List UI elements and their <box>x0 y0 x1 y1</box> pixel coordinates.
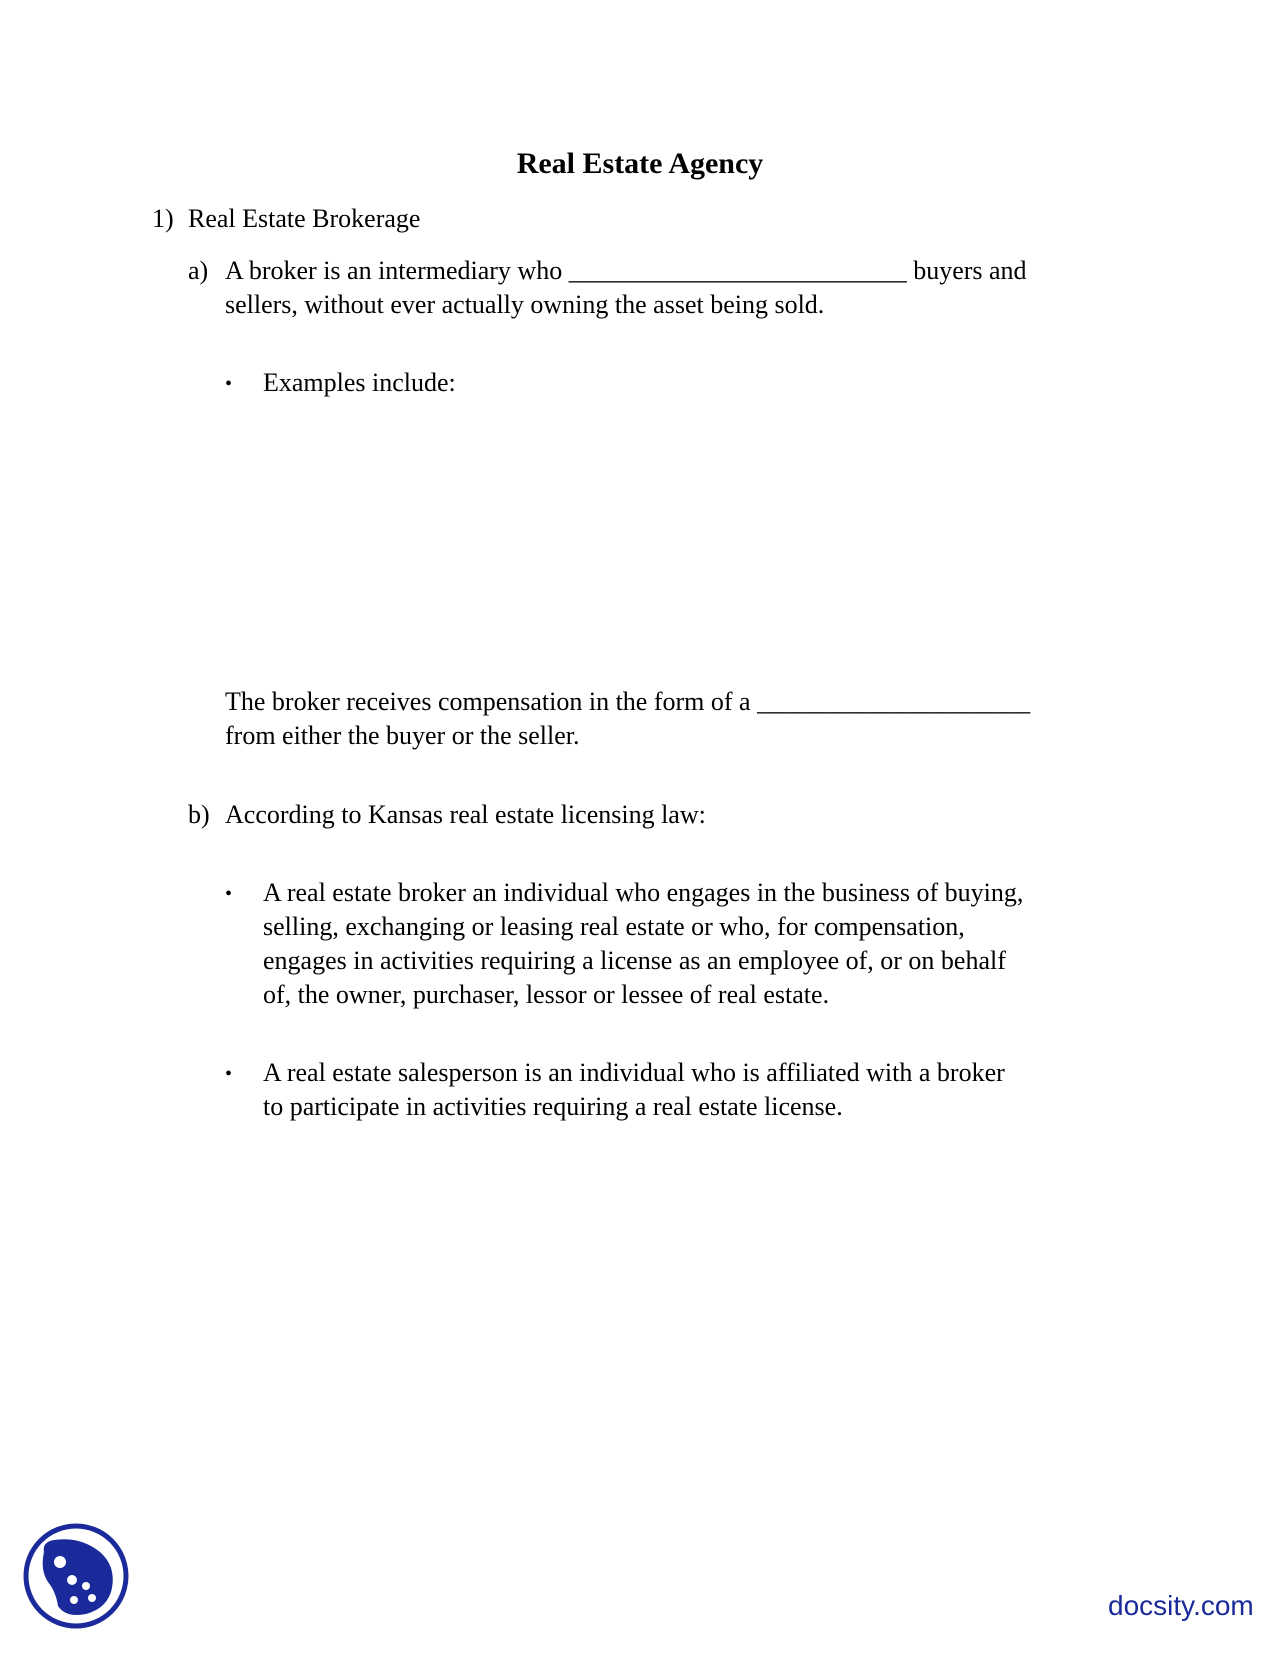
salesperson-definition-bullet: • <box>225 1063 233 1085</box>
examples-text: Examples include: <box>263 368 456 397</box>
item-a-line-1: A broker is an intermediary who __________________________ buyers and <box>225 256 1027 285</box>
salesperson-definition-line: to participate in activities requiring a real estate license. <box>263 1092 843 1121</box>
broker-definition-line: A real estate broker an individual who engages in the business of buying, <box>263 878 1024 907</box>
salesperson-definition-line: A real estate salesperson is an individual who is affiliated with a broker <box>263 1058 1005 1087</box>
item-b-marker: b) <box>188 800 210 829</box>
broker-definition-line: of, the owner, purchaser, lessor or lessee of real estate. <box>263 980 830 1009</box>
item-b-heading: According to Kansas real estate licensing law: <box>225 800 706 829</box>
broker-definition-line: engages in activities requiring a license as an employee of, or on behalf <box>263 946 1006 975</box>
docsity-brand-link[interactable]: docsity.com <box>1108 1590 1254 1621</box>
compensation-line-1: The broker receives compensation in the form of a _____________________ <box>225 687 1031 716</box>
compensation-line-2: from either the buyer or the seller. <box>225 721 580 750</box>
section-number: 1) <box>152 204 174 233</box>
examples-bullet: • <box>225 373 233 395</box>
broker-definition-line: selling, exchanging or leasing real estate or who, for compensation, <box>263 912 965 941</box>
item-a-marker: a) <box>188 256 209 285</box>
broker-definition-bullet: • <box>225 883 233 905</box>
document-title: Real Estate Agency <box>516 147 764 180</box>
docsity-logo-icon[interactable] <box>22 1522 130 1630</box>
item-a-line-2: sellers, without ever actually owning the asset being sold. <box>225 290 825 319</box>
section-heading: Real Estate Brokerage <box>188 204 421 233</box>
